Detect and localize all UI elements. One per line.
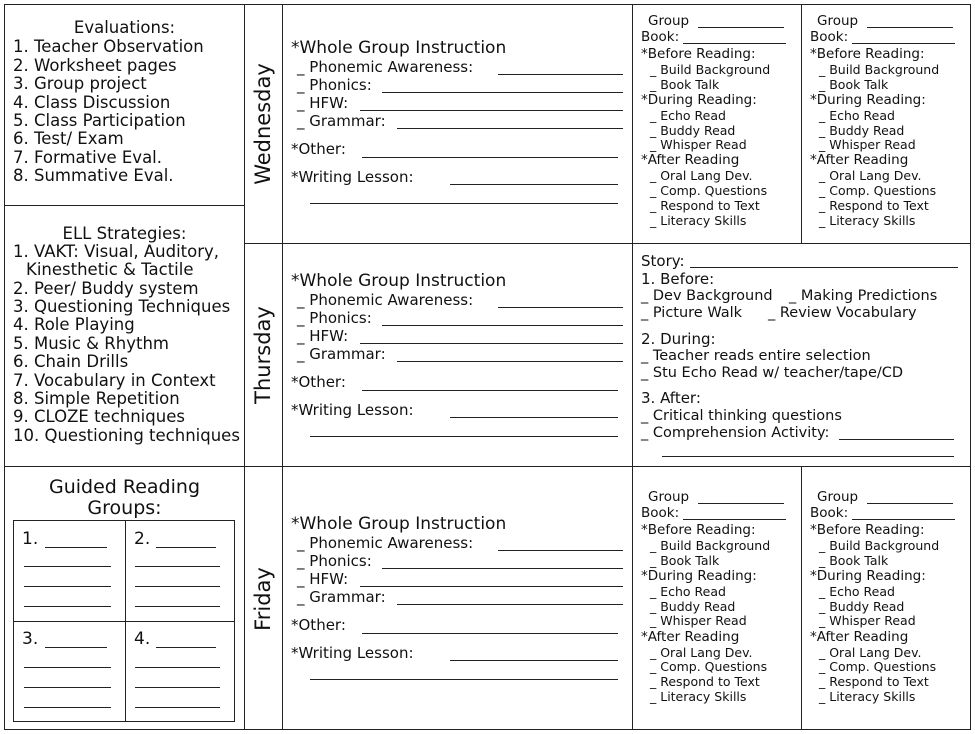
whisper-read-item: _ Whisper Read <box>650 137 747 152</box>
hfw-label: _ HFW: <box>297 94 349 112</box>
ell-item: 4. Role Playing <box>13 315 135 334</box>
respond-to-text-item: _ Respond to Text <box>650 674 760 689</box>
blank-line <box>498 74 623 75</box>
evaluations-title: Evaluations: <box>73 18 176 37</box>
grammar-label: _ Grammar: <box>297 588 386 606</box>
blank-line <box>852 519 955 520</box>
oral-lang-item: _ Oral Lang Dev. <box>819 645 922 660</box>
evaluation-item: 8. Summative Eval. <box>13 166 174 185</box>
blank-line <box>24 667 111 668</box>
echo-read-tape-item: _ Stu Echo Read w/ teacher/tape/CD <box>641 365 904 381</box>
guided-title: Guided Reading <box>48 476 201 498</box>
blank-line <box>24 606 111 607</box>
group-number: 2. <box>134 529 151 549</box>
blank-line <box>156 647 216 648</box>
comp-questions-item: _ Comp. Questions <box>650 659 768 674</box>
whole-group-heading: *Whole Group Instruction <box>291 38 507 58</box>
before-reading-label: *Before Reading: <box>810 522 925 538</box>
ell-item: 6. Chain Drills <box>13 352 129 371</box>
respond-to-text-item: _ Respond to Text <box>819 674 929 689</box>
blank-line <box>397 604 623 605</box>
blank-line <box>310 436 618 437</box>
whisper-read-item: _ Whisper Read <box>819 137 916 152</box>
blank-line <box>135 606 220 607</box>
blank-line <box>450 184 618 185</box>
group-label: Group <box>817 489 859 505</box>
comprehension-activity-item: _ Comprehension Activity: <box>641 425 830 441</box>
during-reading-label: *During Reading: <box>810 568 926 584</box>
blank-line <box>690 267 958 268</box>
whole-group-heading: *Whole Group Instruction <box>291 514 507 534</box>
book-label: Book: <box>641 29 680 45</box>
book-talk-item: _ Book Talk <box>819 77 889 92</box>
group-number: 4. <box>134 629 151 649</box>
build-background-item: _ Build Background <box>819 62 940 77</box>
blank-line <box>45 647 107 648</box>
whole-group-heading: *Whole Group Instruction <box>291 271 507 291</box>
blank-line <box>362 157 618 158</box>
ell-item: 2. Peer/ Buddy system <box>13 279 199 298</box>
blank-line <box>135 707 220 708</box>
before-reading-label: *Before Reading: <box>810 46 925 62</box>
literacy-skills-item: _ Literacy Skills <box>819 689 916 704</box>
day-label-friday: Friday <box>251 567 275 631</box>
ell-item: Kinesthetic & Tactile <box>26 260 194 279</box>
book-talk-item: _ Book Talk <box>650 553 720 568</box>
blank-line <box>498 550 623 551</box>
evaluation-item: 4. Class Discussion <box>13 93 171 112</box>
evaluation-item: 7. Formative Eval. <box>13 148 163 167</box>
story-during-label: 2. During: <box>641 330 716 348</box>
book-label: Book: <box>641 505 680 521</box>
picture-walk-item: _ Picture Walk <box>641 305 743 321</box>
phonics-label: _ Phonics: <box>297 309 372 327</box>
hfw-label: _ HFW: <box>297 327 349 345</box>
respond-to-text-item: _ Respond to Text <box>819 198 929 213</box>
blank-line <box>867 503 953 504</box>
echo-read-item: _ Echo Read <box>650 584 726 599</box>
blank-line <box>382 568 623 569</box>
blank-line <box>156 547 216 548</box>
build-background-item: _ Build Background <box>819 538 940 553</box>
blank-line <box>382 92 623 93</box>
teacher-reads-item: _ Teacher reads entire selection <box>641 348 871 364</box>
echo-read-item: _ Echo Read <box>819 108 895 123</box>
grammar-label: _ Grammar: <box>297 345 386 363</box>
echo-read-item: _ Echo Read <box>650 108 726 123</box>
review-vocabulary-item: _ Review Vocabulary <box>768 305 917 321</box>
other-label: *Other: <box>291 373 346 391</box>
blank-line <box>24 687 111 688</box>
blank-line <box>362 390 618 391</box>
writing-lesson-label: *Writing Lesson: <box>291 168 414 186</box>
group-number: 1. <box>22 529 39 549</box>
whisper-read-item: _ Whisper Read <box>819 613 916 628</box>
evaluation-item: 1. Teacher Observation <box>13 37 204 56</box>
book-label: Book: <box>810 29 849 45</box>
blank-line <box>360 343 623 344</box>
story-label: Story: <box>641 252 685 270</box>
phonemic-awareness-label: _ Phonemic Awareness: <box>297 534 474 552</box>
dev-background-item: _ Dev Background <box>641 288 773 304</box>
other-label: *Other: <box>291 140 346 158</box>
blank-line <box>867 27 953 28</box>
blank-line <box>839 439 954 440</box>
oral-lang-item: _ Oral Lang Dev. <box>650 168 753 183</box>
blank-line <box>135 687 220 688</box>
group-label: Group <box>817 13 859 29</box>
phonics-label: _ Phonics: <box>297 76 372 94</box>
buddy-read-item: _ Buddy Read <box>650 123 736 138</box>
buddy-read-item: _ Buddy Read <box>819 123 905 138</box>
day-label-wednesday: Wednesday <box>251 63 275 185</box>
blank-line <box>397 128 623 129</box>
during-reading-label: *During Reading: <box>641 568 757 584</box>
blank-line <box>310 203 618 204</box>
after-reading-label: *After Reading <box>641 152 740 168</box>
respond-to-text-item: _ Respond to Text <box>650 198 760 213</box>
book-label: Book: <box>810 505 849 521</box>
evaluation-item: 2. Worksheet pages <box>13 56 177 75</box>
blank-line <box>45 547 107 548</box>
comp-questions-item: _ Comp. Questions <box>819 183 937 198</box>
blank-line <box>24 566 111 567</box>
buddy-read-item: _ Buddy Read <box>819 599 905 614</box>
before-reading-label: *Before Reading: <box>641 522 756 538</box>
blank-line <box>683 519 786 520</box>
blank-line <box>397 361 623 362</box>
buddy-read-item: _ Buddy Read <box>650 599 736 614</box>
echo-read-item: _ Echo Read <box>819 584 895 599</box>
blank-line <box>498 307 623 308</box>
blank-line <box>24 586 111 587</box>
blank-line <box>135 586 220 587</box>
critical-thinking-item: _ Critical thinking questions <box>641 408 842 424</box>
grammar-label: _ Grammar: <box>297 112 386 130</box>
phonemic-awareness-label: _ Phonemic Awareness: <box>297 58 474 76</box>
group-label: Group <box>648 13 690 29</box>
writing-lesson-label: *Writing Lesson: <box>291 644 414 662</box>
blank-line <box>450 660 618 661</box>
literacy-skills-item: _ Literacy Skills <box>650 689 747 704</box>
oral-lang-item: _ Oral Lang Dev. <box>650 645 753 660</box>
literacy-skills-item: _ Literacy Skills <box>650 213 747 228</box>
book-talk-item: _ Book Talk <box>650 77 720 92</box>
after-reading-label: *After Reading <box>810 629 909 645</box>
group-label: Group <box>648 489 690 505</box>
writing-lesson-label: *Writing Lesson: <box>291 401 414 419</box>
hfw-label: _ HFW: <box>297 570 349 588</box>
build-background-item: _ Build Background <box>650 538 771 553</box>
making-predictions-item: _ Making Predictions <box>789 288 938 304</box>
blank-line <box>683 43 786 44</box>
blank-line <box>662 456 954 457</box>
blank-line <box>698 27 784 28</box>
ell-item: 10. Questioning techniques <box>13 426 240 445</box>
blank-line <box>698 503 784 504</box>
phonics-label: _ Phonics: <box>297 552 372 570</box>
ell-item: 3. Questioning Techniques <box>13 297 231 316</box>
blank-line <box>24 707 111 708</box>
blank-line <box>450 417 618 418</box>
story-before-label: 1. Before: <box>641 270 715 288</box>
evaluation-item: 3. Group project <box>13 74 147 93</box>
other-label: *Other: <box>291 616 346 634</box>
blank-line <box>360 586 623 587</box>
comp-questions-item: _ Comp. Questions <box>819 659 937 674</box>
group-number: 3. <box>22 629 39 649</box>
comp-questions-item: _ Comp. Questions <box>650 183 768 198</box>
whisper-read-item: _ Whisper Read <box>650 613 747 628</box>
ell-item: 9. CLOZE techniques <box>13 407 185 426</box>
build-background-item: _ Build Background <box>650 62 771 77</box>
evaluation-item: 6. Test/ Exam <box>13 129 124 148</box>
before-reading-label: *Before Reading: <box>641 46 756 62</box>
during-reading-label: *During Reading: <box>810 92 926 108</box>
blank-line <box>382 325 623 326</box>
ell-item: 1. VAKT: Visual, Auditory, <box>13 242 220 261</box>
ell-item: 7. Vocabulary in Context <box>13 371 216 390</box>
literacy-skills-item: _ Literacy Skills <box>819 213 916 228</box>
ell-item: 8. Simple Repetition <box>13 389 180 408</box>
blank-line <box>360 110 623 111</box>
blank-line <box>310 679 618 680</box>
blank-line <box>852 43 955 44</box>
blank-line <box>135 566 220 567</box>
during-reading-label: *During Reading: <box>641 92 757 108</box>
oral-lang-item: _ Oral Lang Dev. <box>819 168 922 183</box>
blank-line <box>362 633 618 634</box>
after-reading-label: *After Reading <box>810 152 909 168</box>
ell-title: ELL Strategies: <box>62 224 187 243</box>
ell-item: 5. Music & Rhythm <box>13 334 169 353</box>
phonemic-awareness-label: _ Phonemic Awareness: <box>297 291 474 309</box>
book-talk-item: _ Book Talk <box>819 553 889 568</box>
evaluation-item: 5. Class Participation <box>13 111 186 130</box>
guided-subtitle: Groups: <box>87 497 162 519</box>
story-after-label: 3. After: <box>641 389 701 407</box>
blank-line <box>135 667 220 668</box>
day-label-thursday: Thursday <box>251 306 275 404</box>
after-reading-label: *After Reading <box>641 629 740 645</box>
